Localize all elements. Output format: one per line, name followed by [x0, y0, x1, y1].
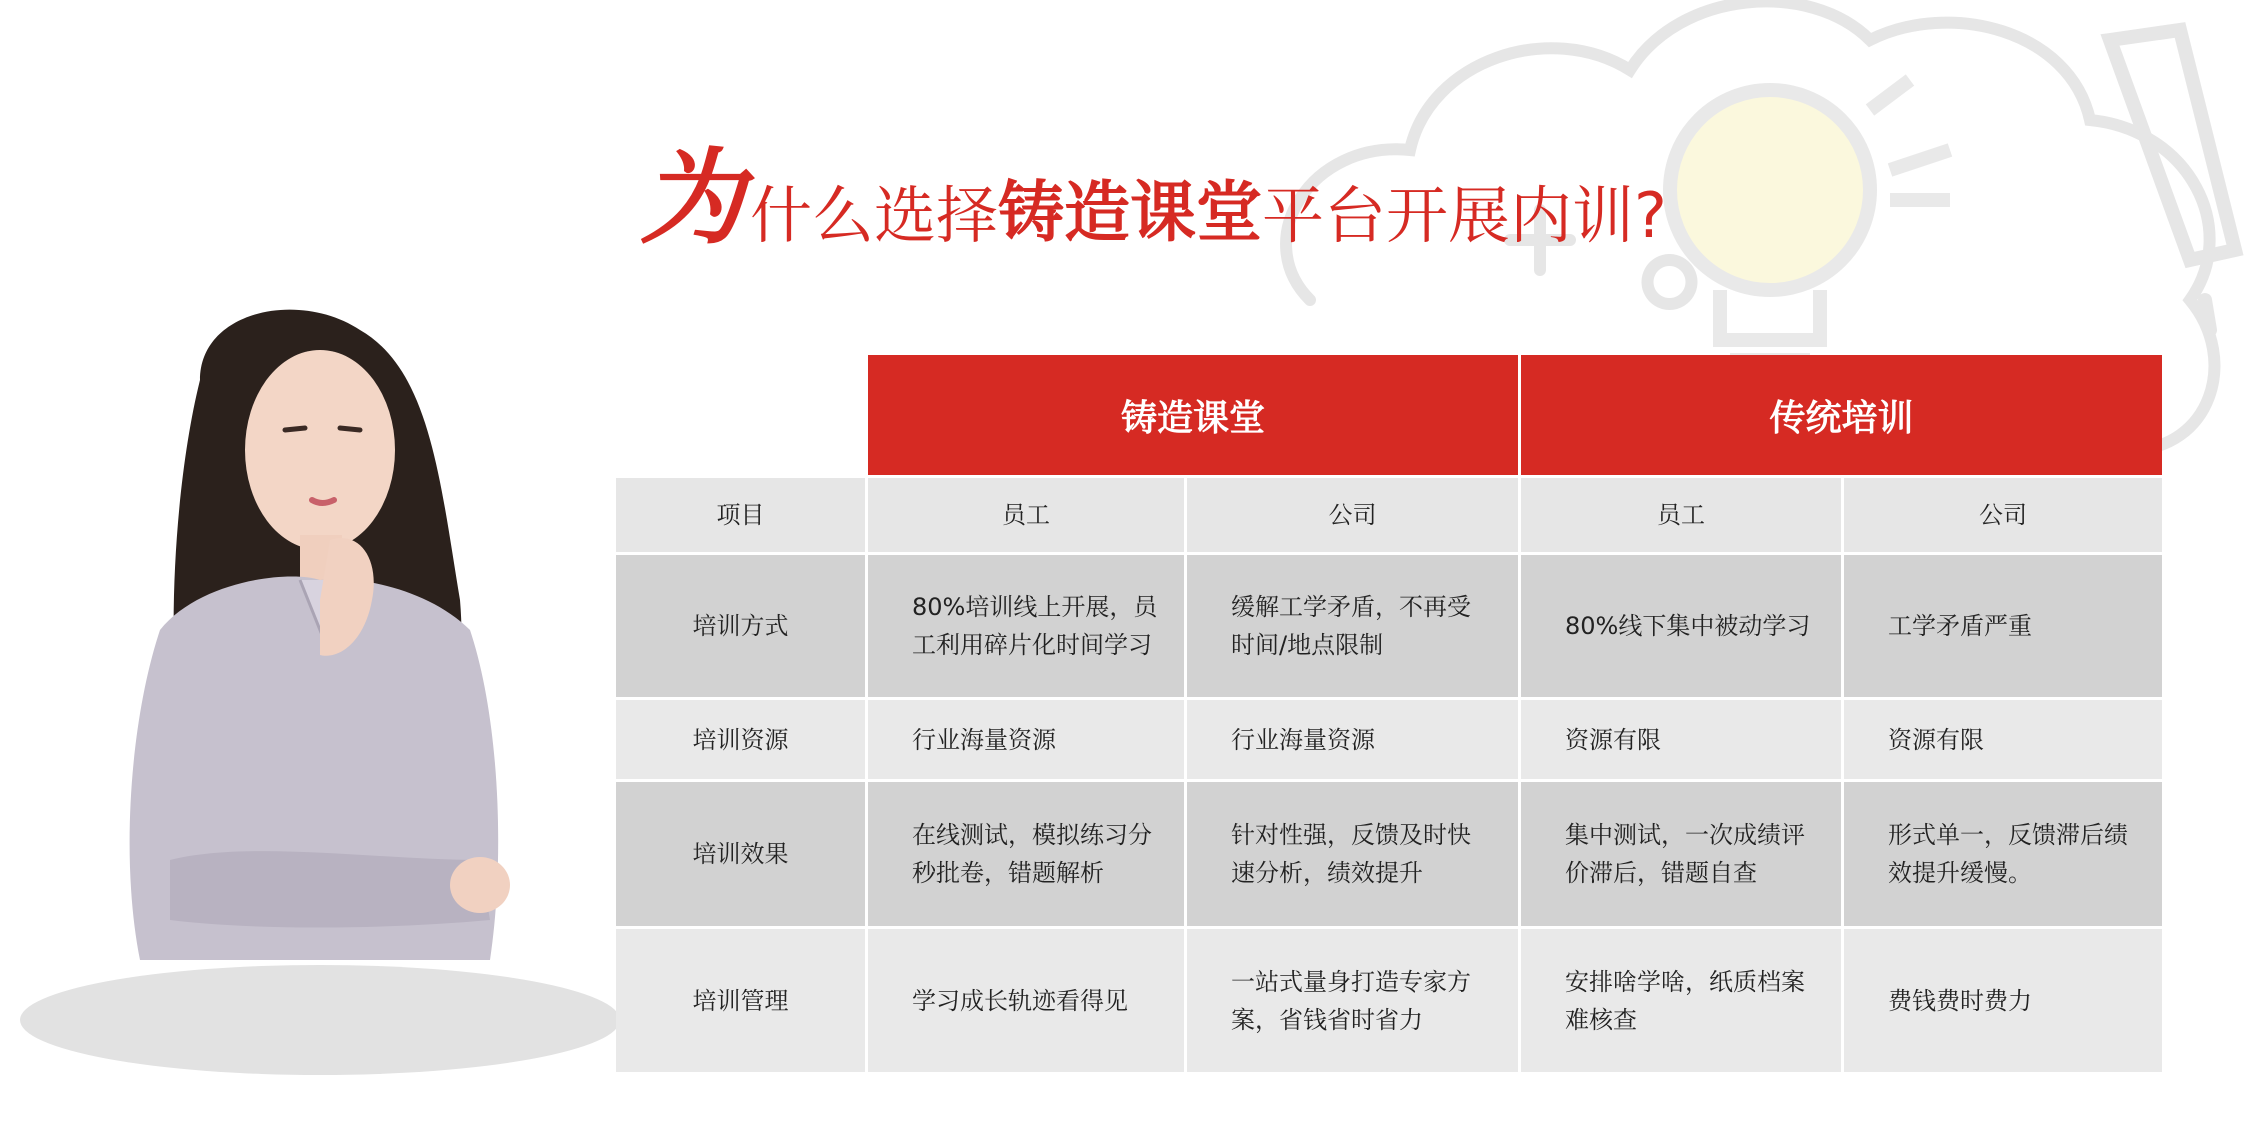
- table-cell: 行业海量资源: [1187, 700, 1518, 779]
- column-header-traditional-company: 公司: [1844, 478, 2162, 552]
- table-cell: 一站式量身打造专家方案，省钱省时省力: [1187, 929, 1518, 1072]
- table-cell: 资源有限: [1844, 700, 2162, 779]
- table-cell: 集中测试，一次成绩评价滞后，错题自查: [1521, 782, 1841, 926]
- column-header-zhuzao-employee: 员工: [868, 478, 1184, 552]
- pencil-icon: [2110, 30, 2235, 330]
- lightbulb-icon: [1670, 80, 1950, 360]
- table-cell: 在线测试，模拟练习分秒批卷，错题解析: [868, 782, 1184, 926]
- row-label-training-resources: 培训资源: [616, 700, 865, 779]
- table-cell: 形式单一，反馈滞后绩效提升缓慢。: [1844, 782, 2162, 926]
- table-cell: 学习成长轨迹看得见: [868, 929, 1184, 1072]
- row-label-training-management: 培训管理: [616, 929, 865, 1072]
- column-header-item: 项目: [616, 478, 865, 552]
- title-part1: 什么选择: [750, 178, 999, 252]
- group-header-traditional: 传统培训: [1521, 355, 2162, 475]
- table-cell: 安排啥学啥，纸质档案难核查: [1521, 929, 1841, 1072]
- table-corner: [616, 355, 865, 475]
- table-cell: 针对性强，反馈及时快速分析，绩效提升: [1187, 782, 1518, 926]
- column-header-traditional-employee: 员工: [1521, 478, 1841, 552]
- title-part2: 平台开展内训?: [1262, 178, 1667, 252]
- table-cell: 缓解工学矛盾，不再受时间/地点限制: [1187, 555, 1518, 697]
- row-label-training-effect: 培训效果: [616, 782, 865, 926]
- page-title: [640, 137, 1667, 259]
- table-cell: 费钱费时费力: [1844, 929, 2162, 1072]
- column-header-zhuzao-company: 公司: [1187, 478, 1518, 552]
- table-cell: 资源有限: [1521, 700, 1841, 779]
- table-cell: 工学矛盾严重: [1844, 555, 2162, 697]
- table-cell: 80%线下集中被动学习: [1521, 555, 1841, 697]
- table-cell: 80%培训线上开展，员工利用碎片化时间学习: [868, 555, 1184, 697]
- group-header-zhuzao: 铸造课堂: [868, 355, 1518, 475]
- table-cell: 行业海量资源: [868, 700, 1184, 779]
- comparison-table: [616, 355, 2150, 1068]
- thinking-woman-illustration: [0, 300, 620, 1100]
- title-brand: 铸造课堂: [998, 174, 1263, 252]
- title-prefix: 为: [640, 137, 745, 259]
- row-label-training-method: 培训方式: [616, 555, 865, 697]
